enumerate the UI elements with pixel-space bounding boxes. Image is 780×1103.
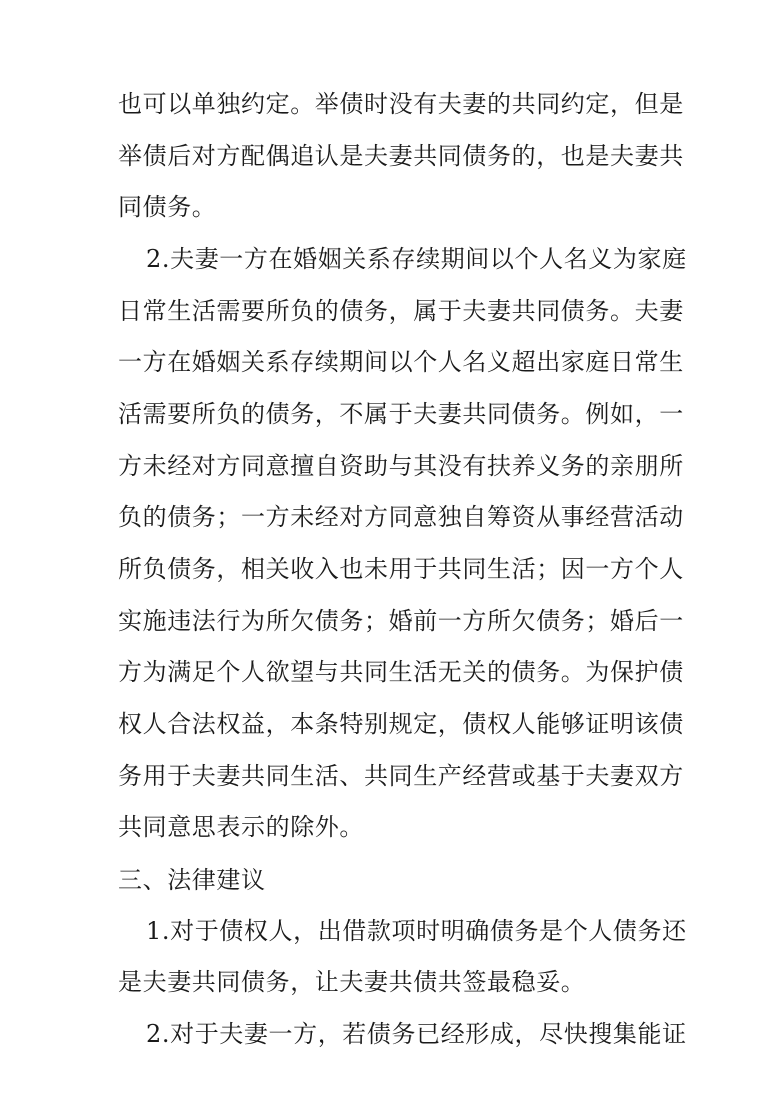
paragraph-line: 也可以单独约定。举债时没有夫妻的共同约定，但是 <box>118 90 684 118</box>
paragraph-line: 务用于夫妻共同生活、共同生产经营或基于夫妻双方 <box>118 762 684 790</box>
paragraph-line: 方为满足个人欲望与共同生活无关的债务。为保护债 <box>118 658 684 686</box>
paragraph-line: 举债后对方配偶追认是夫妻共同债务的，也是夫妻共 <box>118 142 684 170</box>
paragraph-line: 1.对于债权人，出借款项时明确债务是个人债务还 <box>146 917 687 945</box>
paragraph-line: 负的债务；一方未经对方同意独自筹资从事经营活动 <box>118 503 684 531</box>
paragraph-line: 2.对于夫妻一方，若债务已经形成，尽快搜集能证 <box>146 1020 687 1048</box>
paragraph-line: 日常生活需要所负的债务，属于夫妻共同债务。夫妻 <box>118 297 684 325</box>
paragraph-line: 所负债务，相关收入也未用于共同生活；因一方个人 <box>118 555 684 583</box>
paragraph-line: 活需要所负的债务，不属于夫妻共同债务。例如，一 <box>118 400 684 428</box>
paragraph-line: 是夫妻共同债务，让夫妻共债共签最稳妥。 <box>118 968 586 996</box>
paragraph-line: 2.夫妻一方在婚姻关系存续期间以个人名义为家庭 <box>146 245 687 273</box>
paragraph-line: 同债务。 <box>118 193 217 221</box>
paragraph-line: 一方在婚姻关系存续期间以个人名义超出家庭日常生 <box>118 348 684 376</box>
section-heading: 三、法律建议 <box>118 866 266 894</box>
paragraph-line: 实施违法行为所欠债务；婚前一方所欠债务；婚后一 <box>118 607 684 635</box>
paragraph-line: 权人合法权益，本条特别规定，债权人能够证明该债 <box>118 710 684 738</box>
paragraph-line: 共同意思表示的除外。 <box>118 813 364 841</box>
paragraph-line: 方未经对方同意擅自资助与其没有扶养义务的亲朋所 <box>118 452 684 480</box>
